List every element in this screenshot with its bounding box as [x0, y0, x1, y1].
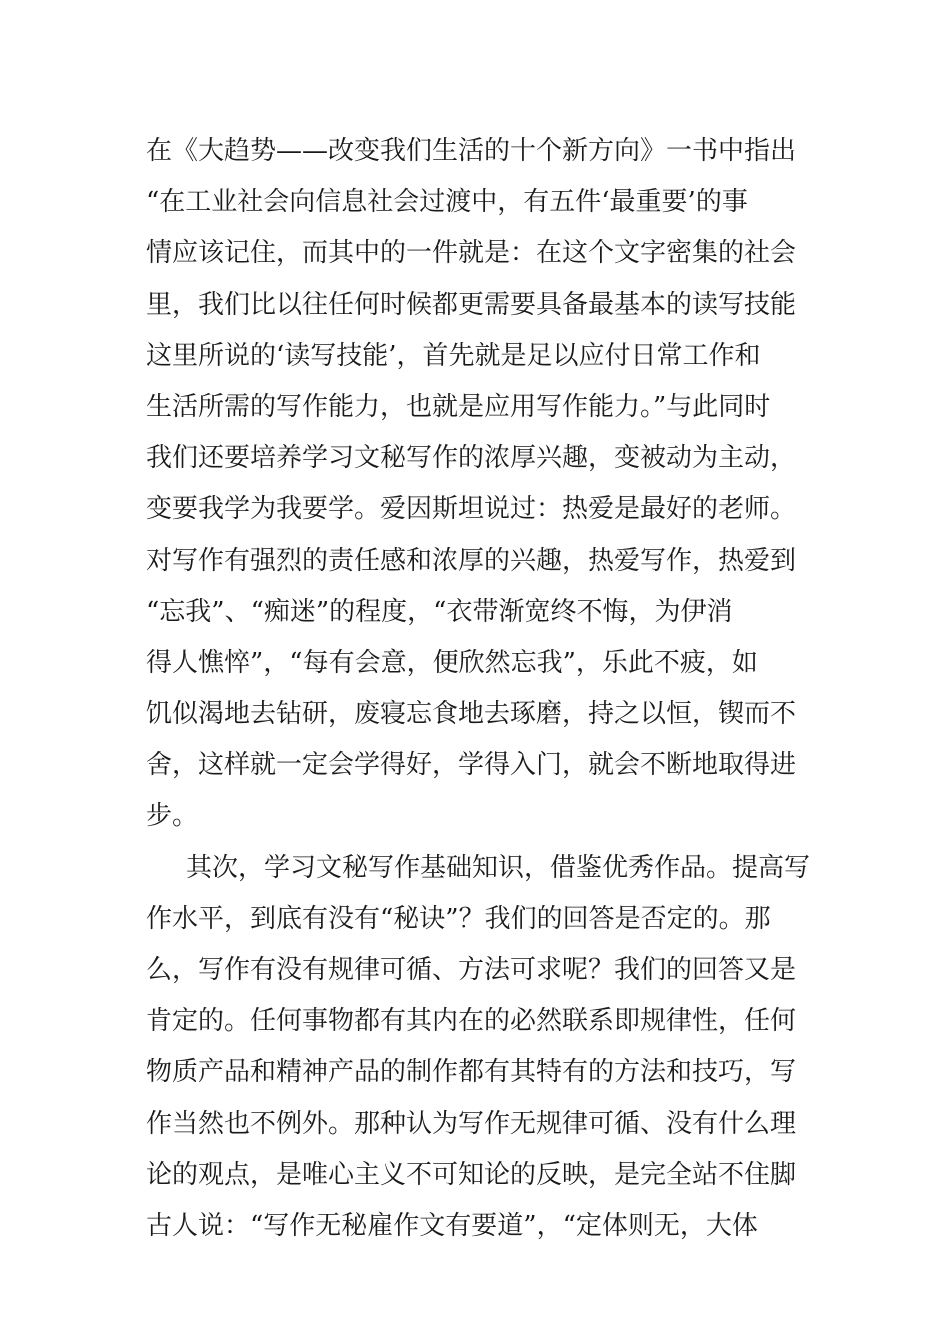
- text-line: “在工业社会向信息社会过渡中，有五件‘最重要’的事: [146, 187, 748, 218]
- paragraph-2: [146, 846, 811, 1256]
- text-line: 作当然也不例外。那种认为写作无规律可循、没有什么理: [146, 1108, 797, 1139]
- text-line: “忘我”、“痴迷”的程度，“衣带渐宽终不悔，为伊消: [146, 596, 733, 627]
- text-line: 么，写作有没有规律可循、方法可求呢？我们的回答又是: [146, 955, 797, 985]
- text-line: 对写作有强烈的责任感和浓厚的兴趣，热爱写作，热爱到: [146, 545, 797, 576]
- text-line: 古人说：“写作无秘雇作文有要道”，“定体则无，大体: [146, 1210, 758, 1241]
- text-line: 舍，这样就一定会学得好，学得入门，就会不断地取得进: [146, 750, 797, 781]
- text-line: 生活所需的写作能力，也就是应用写作能力。”与此同时: [146, 391, 771, 422]
- text-line: 其次，学习文秘写作基础知识，借鉴优秀作品。提高写: [186, 852, 811, 883]
- text-line: 肯定的。任何事物都有其内在的必然联系即规律性，任何: [146, 1006, 797, 1037]
- text-line: 情应该记住，而其中的一件就是：在这个文字密集的社会: [146, 238, 797, 269]
- text-line: 这里所说的‘读写技能’，首先就是足以应付日常工作和: [146, 340, 761, 371]
- text-line: 在《大趋势——改变我们生活的十个新方向》一书中指出: [146, 136, 797, 166]
- text-line: 作水平，到底有没有“秘诀”？我们的回答是否定的。那: [146, 903, 771, 934]
- paragraph-1: [146, 129, 808, 846]
- text-line: 得人憔悴”，“每有会意，便欣然忘我”，乐此不疲，如: [146, 647, 758, 678]
- text-line: 步。: [146, 801, 199, 832]
- text-line: 物质产品和精神产品的制作都有其特有的方法和技巧，写: [146, 1057, 797, 1088]
- text-line: 我们还要培养学习文秘写作的浓厚兴趣，变被动为主动，: [146, 443, 797, 474]
- text-line: 论的观点，是唯心主义不可知论的反映，是完全站不住脚: [146, 1159, 797, 1190]
- text-line: 饥似渴地去钻研，废寝忘食地去琢磨，持之以恒，锲而不: [146, 699, 797, 730]
- text-line: 里，我们比以往任何时候都更需要具备最基本的读写技能: [146, 289, 797, 320]
- document-body: [146, 129, 811, 1255]
- text-line: 变要我学为我要学。爱因斯坦说过：热爱是最好的老师。: [146, 494, 797, 525]
